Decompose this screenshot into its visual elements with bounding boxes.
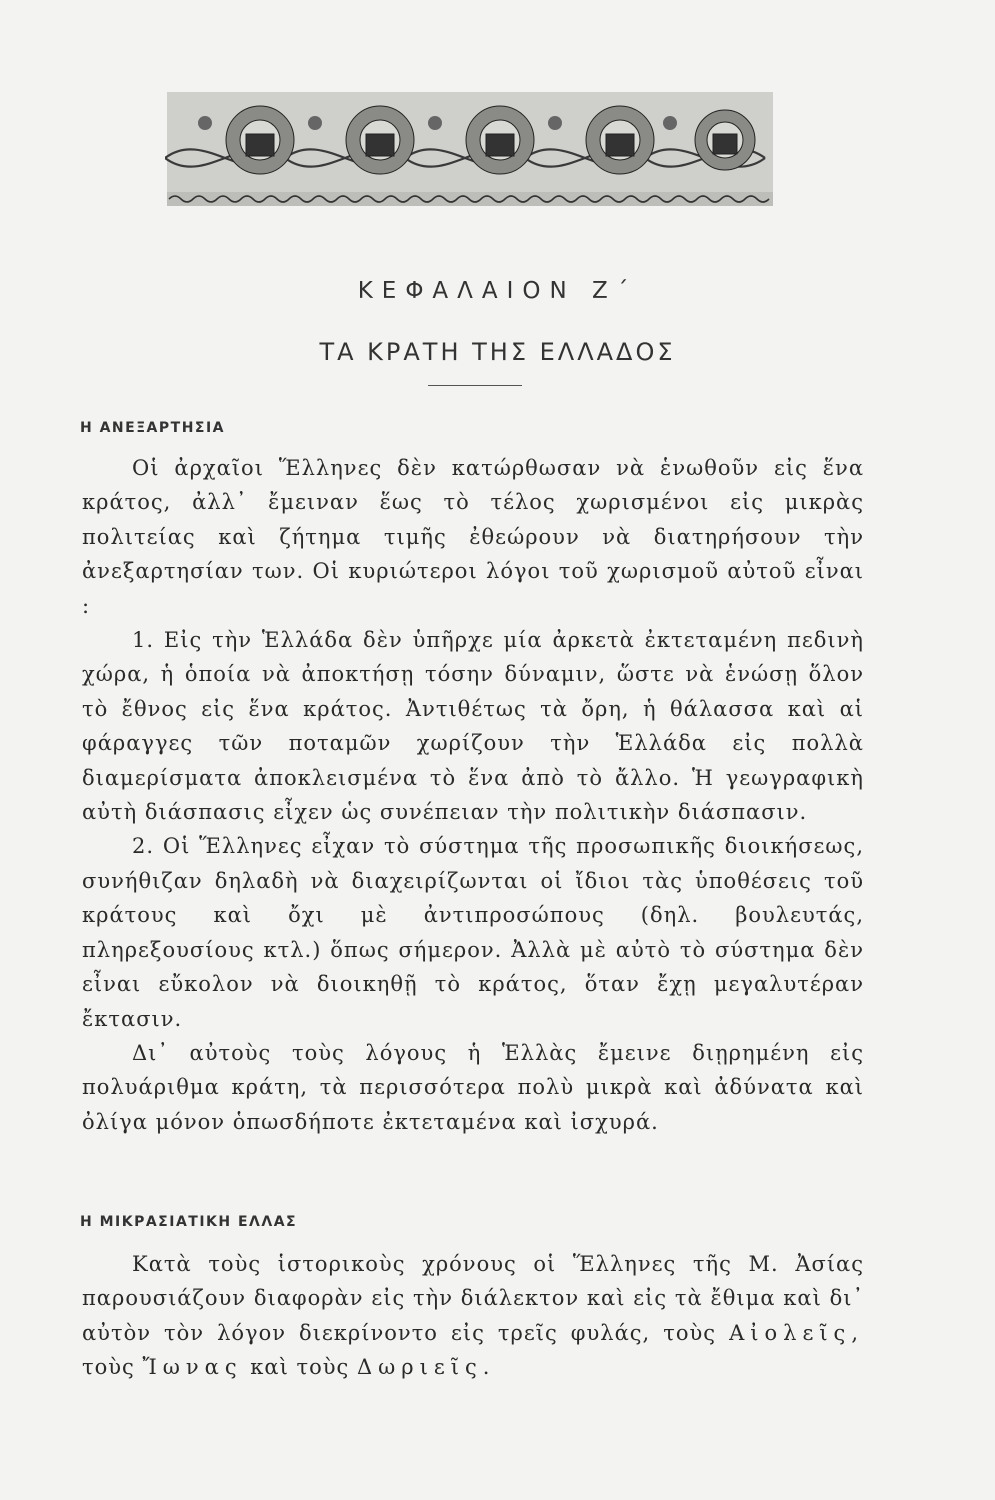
paragraph-intro: Κατὰ τοὺς ἱστορικοὺς χρόνους οἱ Ἕλληνες τῆς Μ. Ἀσίας παρουσιάζουν διαφορὰν εἰς τὴν διάλεκτον καὶ εἰς τὰ ἔθιμα καὶ δι᾽ αὐτὸν τὸν λόγον διεκρίνοντο εἰς τρεῖς φυλάς, τοὺς: [82, 1252, 864, 1345]
section-body-independence: [82, 451, 864, 1139]
paragraph: Οἱ ἀρχαῖοι Ἕλληνες δὲν κατώρθωσαν νὰ ἑνωθοῦν εἰς ἕνα κράτος, ἀλλ᾽ ἔμειναν ἕως τὸ τέλος χωρισμένοι εἰς μικρὰς πολιτείας καὶ ζήτημα τιμῆς ἐθεώρουν νὰ διατηρήσουν τὴν ἀνεξαρτησίαν των. Οἱ κυριώτεροι λόγοι τοῦ χωρισμοῦ αὐτοῦ εἶναι :: [82, 456, 864, 618]
section-heading-independence: Η ΑΝΕΞΑΡΤΗΣΙΑ: [80, 420, 226, 436]
paragraph: 1. Εἰς τὴν Ἑλλάδα δὲν ὑπῆρχε μία ἀρκετὰ ἐκτεταμένη πεδινὴ χώρα, ἡ ὁποία νὰ ἀποκτήσῃ τόσην δύναμιν, ὥστε νὰ ἑνώσῃ ὅλον τὸ ἔθνος εἰς ἕνα κράτος. Ἀντιθέτως τὰ ὄρη, ἡ θάλασσα καὶ αἱ φάραγγες τῶν ποταμῶν χωρίζουν τὴν Ἑλλάδα εἰς πολλὰ διαμερίσματα ἀποκλεισμένα τὸ ἕνα ἀπὸ τὸ ἄλλο. Ἡ γεωγραφικὴ αὐτὴ διάσπασις εἶχεν ὡς συνέπειαν τὴν πολιτικὴν διάσπασιν.: [82, 628, 864, 825]
anthemion-ornament-icon: [165, 88, 775, 213]
tribe-ionians: Ἴωνας: [142, 1355, 243, 1380]
connector-text: τοὺς: [82, 1355, 135, 1380]
tribe-aeolians: Αἰολεῖς,: [729, 1320, 864, 1345]
title-divider: [428, 385, 522, 386]
connector-text: καὶ τοὺς: [250, 1355, 350, 1380]
section-body-asia-minor: [82, 1247, 864, 1385]
paragraph: 2. Οἱ Ἕλληνες εἶχαν τὸ σύστημα τῆς προσωπικῆς διοικήσεως, συνήθιζαν δηλαδὴ νὰ διαχειρίζωνται οἱ ἴδιοι τὰς ὑποθέσεις τοῦ κράτους καὶ ὄχι μὲ ἀντιπροσώπους (δηλ. βουλευτάς, πληρεξουσίους κτλ.) ὅπως σήμερον. Ἀλλὰ μὲ αὐτὸ τὸ σύστημα δὲν εἶναι εὔκολον νὰ διοικηθῇ τὸ κράτος, ὅταν ἔχῃ μεγαλυτέραν ἔκτασιν.: [82, 834, 864, 1031]
section-heading-asia-minor: Η ΜΙΚΡΑΣΙΑΤΙΚΗ ΕΛΛΑΣ: [80, 1214, 298, 1230]
paragraph: Δι᾽ αὐτοὺς τοὺς λόγους ἡ Ἑλλὰς ἔμεινε διῃρημένη εἰς πολυάριθμα κράτη, τὰ περισσότερα πολὺ μικρὰ καὶ ἀδύνατα καὶ ὀλίγα μόνον ὁπωσδήποτε ἐκτεταμένα καὶ ἰσχυρά.: [82, 1040, 864, 1134]
paragraph: [82, 1247, 864, 1385]
tribe-dorians: Δωριεῖς.: [356, 1355, 496, 1380]
chapter-title: ΤΑ ΚΡΑΤΗ ΤΗΣ ΕΛΛΑΔΟΣ: [319, 338, 676, 366]
chapter-label: ΚΕΦΑΛΑΙΟΝ Ζ΄: [357, 278, 638, 304]
